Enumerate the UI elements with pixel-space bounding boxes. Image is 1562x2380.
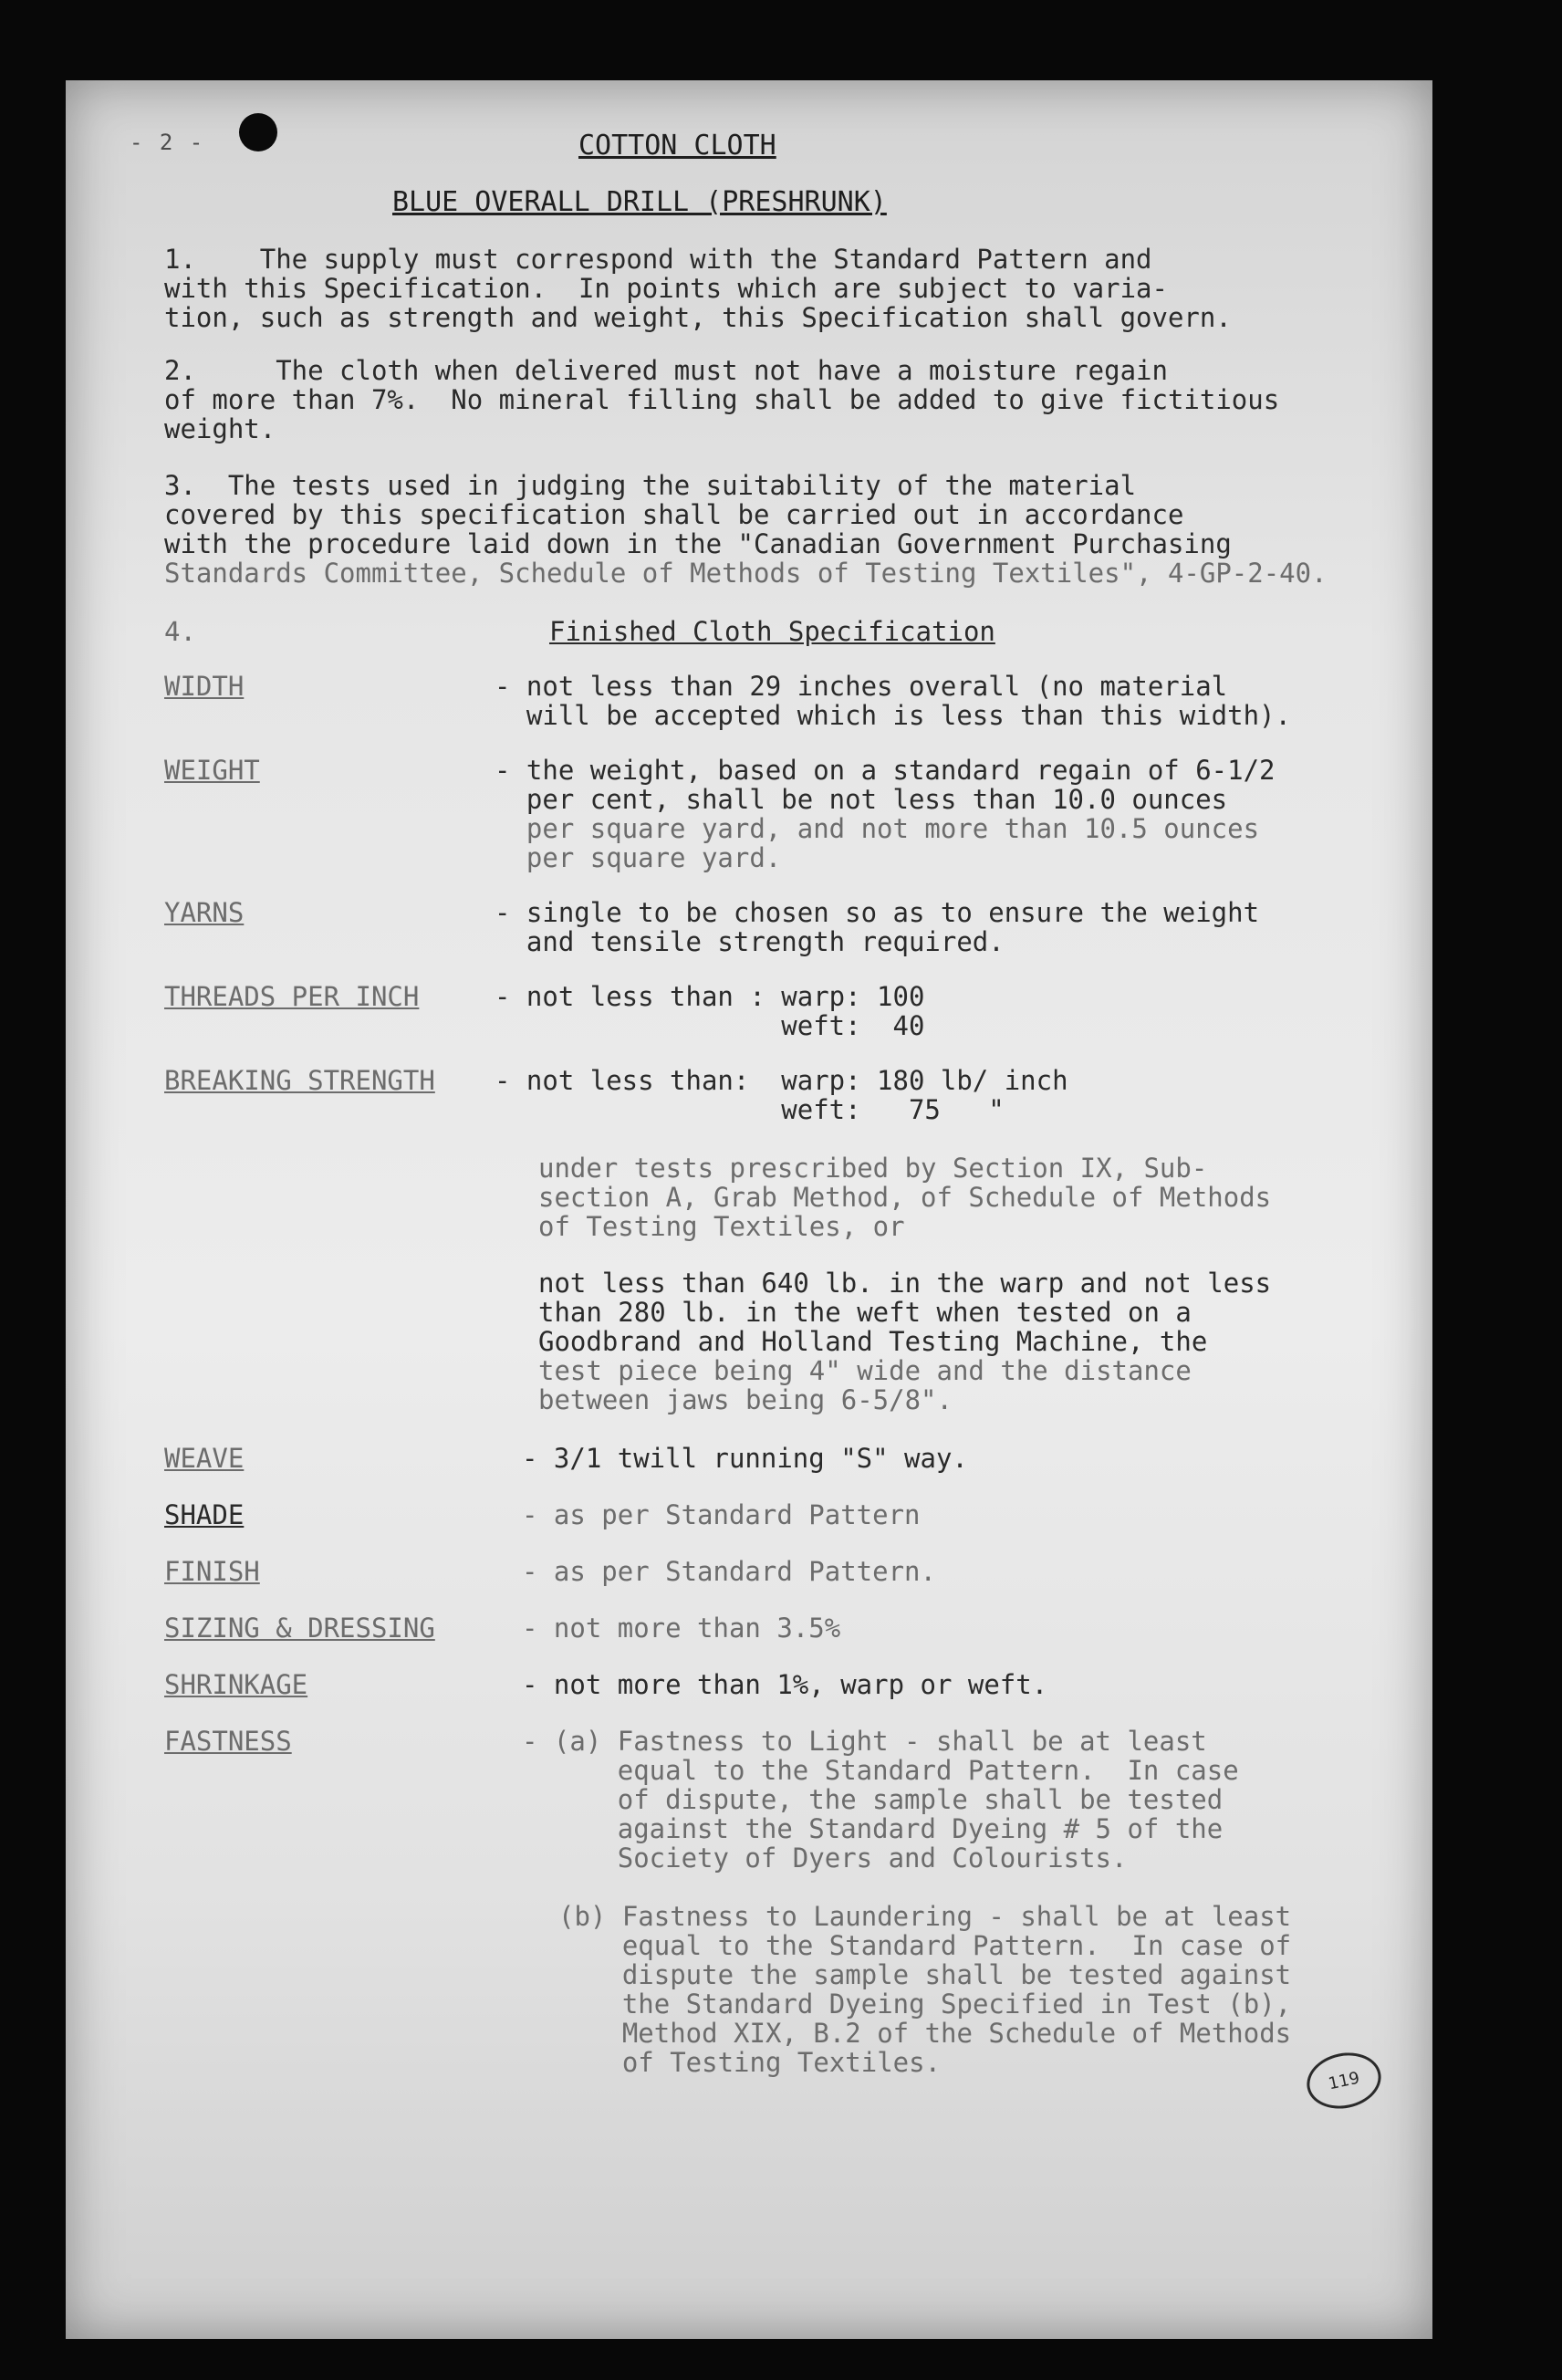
page-stamp: 119: [1302, 2046, 1387, 2115]
spec-fastness-b-6: of Testing Textiles.: [558, 2047, 942, 2078]
spec-breaking-para-a-3: of Testing Textiles, or: [538, 1211, 905, 1242]
spec-label-sizing: SIZING & DRESSING: [164, 1613, 435, 1644]
spec-weight-line-3: per square yard, and not more than 10.5 ounces: [495, 813, 1260, 844]
para2-line-2: of more than 7%. No mineral filling shall be added to give fictitious: [164, 384, 1280, 415]
spec-fastness-b-3: dispute the sample shall be tested against: [558, 1959, 1292, 1990]
spec-label-weight: WEIGHT: [164, 755, 260, 786]
para3-line-4: Standards Committee, Schedule of Methods of Testing Textiles", 4-GP-2-40.: [164, 558, 1328, 589]
spec-label-breaking: BREAKING STRENGTH: [164, 1065, 435, 1096]
spec-weight-line-4: per square yard.: [495, 842, 782, 873]
spec-breaking-para-b-1: not less than 640 lb. in the warp and not less: [538, 1268, 1272, 1299]
spec-shrinkage-text: - not more than 1%, warp or weft.: [522, 1669, 1048, 1700]
spec-breaking-para-b-2: than 280 lb. in the weft when tested on a: [538, 1297, 1192, 1328]
spec-label-shrinkage: SHRINKAGE: [164, 1669, 308, 1700]
para1-line-1: 1. The supply must correspond with the Standard Pattern and: [164, 244, 1152, 275]
spec-threads-line-2: weft: 40: [495, 1010, 925, 1041]
spec-weight-line-1: - the weight, based on a standard regain of 6-1/2: [495, 755, 1276, 786]
spec-yarns-line-2: and tensile strength required.: [495, 926, 1005, 957]
para2-line-1: 2. The cloth when delivered must not have a moisture regain: [164, 355, 1168, 386]
spec-breaking-line-1: - not less than: warp: 180 lb/ inch: [495, 1065, 1068, 1096]
page-number: - 2 -: [130, 130, 205, 155]
para1-line-2: with this Specification. In points which are subject to varia-: [164, 273, 1168, 304]
spec-breaking-para-a-2: section A, Grab Method, of Schedule of Methods: [538, 1182, 1272, 1213]
spec-label-yarns: YARNS: [164, 897, 245, 928]
spec-sizing-text: - not more than 3.5%: [522, 1613, 841, 1644]
spec-breaking-line-2: weft: 75 ": [495, 1094, 1005, 1125]
spec-label-threads: THREADS PER INCH: [164, 981, 420, 1012]
para2-line-3: weight.: [164, 413, 276, 444]
spec-fastness-b-5: Method XIX, B.2 of the Schedule of Methods: [558, 2018, 1292, 2049]
spec-fastness-a-1: - (a) Fastness to Light - shall be at least: [522, 1726, 1207, 1757]
spec-breaking-para-b-3: Goodbrand and Holland Testing Machine, the: [538, 1326, 1208, 1357]
spec-weight-line-2: per cent, shall be not less than 10.0 ounces: [495, 784, 1228, 815]
spec-fastness-b-4: the Standard Dyeing Specified in Test (b),: [558, 1989, 1292, 2020]
spec-label-shade: SHADE: [164, 1499, 245, 1530]
spec-shade-text: - as per Standard Pattern: [522, 1499, 921, 1530]
spec-label-finish: FINISH: [164, 1556, 260, 1587]
spec-fastness-b-1: (b) Fastness to Laundering - shall be at least: [558, 1901, 1292, 1932]
document-subtitle: BLUE OVERALL DRILL (PRESHRUNK): [392, 186, 887, 218]
spec-width-line-2: will be accepted which is less than this width).: [495, 700, 1291, 731]
spec-finish-text: - as per Standard Pattern.: [522, 1556, 936, 1587]
para3-line-3: with the procedure laid down in the "Canadian Government Purchasing: [164, 528, 1232, 559]
spec-weave-text: - 3/1 twill running "S" way.: [522, 1443, 968, 1474]
section-number: 4.: [164, 616, 196, 647]
spec-breaking-para-b-4: test piece being 4" wide and the distance: [538, 1355, 1192, 1386]
para1-line-3: tion, such as strength and weight, this Specification shall govern.: [164, 302, 1232, 333]
para3-line-1: 3. The tests used in judging the suitability of the material: [164, 470, 1137, 501]
spec-fastness-b-2: equal to the Standard Pattern. In case of: [558, 1930, 1292, 1961]
spec-width-line-1: - not less than 29 inches overall (no material: [495, 671, 1228, 702]
document-title: COTTON CLOTH: [578, 130, 776, 162]
spec-fastness-a-5: Society of Dyers and Colourists.: [522, 1842, 1128, 1874]
punch-hole: [239, 113, 277, 151]
para3-line-2: covered by this specification shall be carried out in accordance: [164, 499, 1184, 530]
spec-yarns-line-1: - single to be chosen so as to ensure the weight: [495, 897, 1260, 928]
spec-fastness-a-2: equal to the Standard Pattern. In case: [522, 1755, 1239, 1786]
spec-label-width: WIDTH: [164, 671, 245, 702]
document-page: [66, 80, 1432, 2339]
section-heading: Finished Cloth Specification: [549, 616, 995, 647]
spec-fastness-a-4: against the Standard Dyeing # 5 of the: [522, 1813, 1224, 1844]
spec-fastness-a-3: of dispute, the sample shall be tested: [522, 1784, 1224, 1815]
spec-label-fastness: FASTNESS: [164, 1726, 292, 1757]
spec-breaking-para-a-1: under tests prescribed by Section IX, Sub-: [538, 1153, 1208, 1184]
spec-label-weave: WEAVE: [164, 1443, 245, 1474]
spec-threads-line-1: - not less than : warp: 100: [495, 981, 925, 1012]
spec-breaking-para-b-5: between jaws being 6-5/8".: [538, 1384, 953, 1415]
